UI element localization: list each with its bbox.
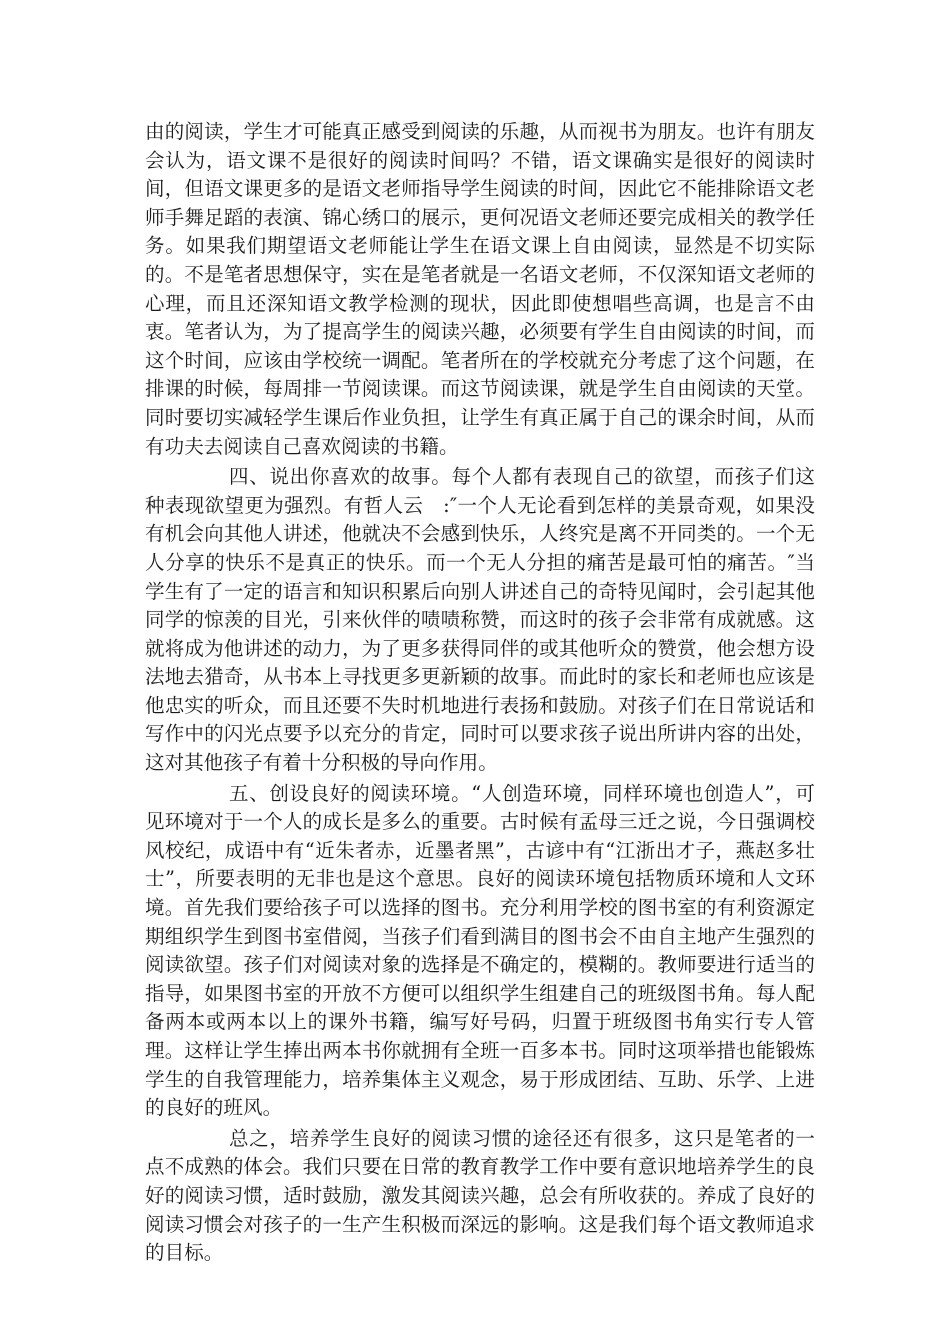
paragraph-conclusion: 总之，培养学生良好的阅读习惯的途径还有很多，这只是笔者的一点不成熟的体会。我们只要在日常的教育教学工作中要有意识地培养学生的良好的阅读习惯，适时鼓励，激发其阅读兴趣，总会有所收获的。养成了良好的阅读习惯会对孩子的一生产生积极而深远的影响。这是我们每个语文教师追求的目标。 [145, 1126, 815, 1265]
paragraph-continued: 由的阅读，学生才可能真正感受到阅读的乐趣，从而视书为朋友。也许有朋友会认为，语文课不是很好的阅读时间吗？不错，语文课确实是很好的阅读时间，但语文课更多的是语文老师指导学生阅读的时间，因此它不能排除语文老师手舞足蹈的表演、锦心绣口的展示，更何况语文老师还要完成相关的教学任务。如果我们期望语文老师能让学生在语文课上自由阅读，显然是不切实际的。不是笔者思想保守，实在是笔者就是一名语文老师，不仅深知语文老师的心理，而且还深知语文教学检测的现状，因此即使想唱些高调，也是言不由衷。笔者认为，为了提高学生的阅读兴趣，必须要有学生自由阅读的时间，而这个时间，应该由学校统一调配。笔者所在的学校就充分考虑了这个问题，在排课的时候，每周排一节阅读课。而这节阅读课，就是学生自由阅读的天堂。同时要切实减轻学生课后作业负担，让学生有真正属于自己的课余时间，从而有功夫去阅读自己喜欢阅读的书籍。 [145, 120, 815, 458]
paragraph-section-five: 五、创设良好的阅读环境。“人创造环境，同样环境也创造人”，可见环境对于一个人的成长是多么的重要。古时候有孟母三迁之说，今日强调校风校纪，成语中有“近朱者赤，近墨者黑”，古谚中有“江浙出才子，燕赵多壮士”，所要表明的无非也是这个意思。良好的阅读环境包括物质环境和人文环境。首先我们要给孩子可以选择的图书。充分利用学校的图书室的有利资源定期组织学生到图书室借阅，当孩子们看到满目的图书会不由自主地产生强烈的阅读欲望。孩子们对阅读对象的选择是不确定的，模糊的。教师要进行适当的指导，如果图书室的开放不方便可以组织学生组建自己的班级图书角。每人配备两本或两本以上的课外书籍，编写好号码，归置于班级图书角实行专人管理。这样让学生捧出两本书你就拥有全班一百多本书。同时这项举措也能锻炼学生的自我管理能力，培养集体主义观念，易于形成团结、互助、乐学、上进的良好的班风。 [145, 781, 815, 1120]
body-text [145, 118, 815, 1268]
paragraph-section-four: 四、说出你喜欢的故事。每个人都有表现自己的欲望，而孩子们这种表现欲望更为强烈。有哲人云 :″一个人无论看到怎样的美景奇观，如果没有机会向其他人讲述，他就决不会感到快乐，人终究是离不开同类的。一个无人分享的快乐不是真正的快乐。而一个无人分担的痛苦是最可怕的痛苦。″当学生有了一定的语言和知识积累后向别人讲述自己的奇特见闻时，会引起其他同学的惊羡的目光，引来伙伴的啧啧称赞，而这时的孩子会非常有成就感。这就将成为他讲述的动力，为了更多获得同伴的或其他听众的赞赏，他会想方设法地去猎奇，从书本上寻找更多更新颖的故事。而此时的家长和老师也应该是他忠实的听众，而且还要不失时机地进行表扬和鼓励。对孩子们在日常说话和写作中的闪光点要予以充分的肯定，同时可以要求孩子说出所讲内容的出处，这对其他孩子有着十分积极的导向作用。 [145, 465, 815, 775]
